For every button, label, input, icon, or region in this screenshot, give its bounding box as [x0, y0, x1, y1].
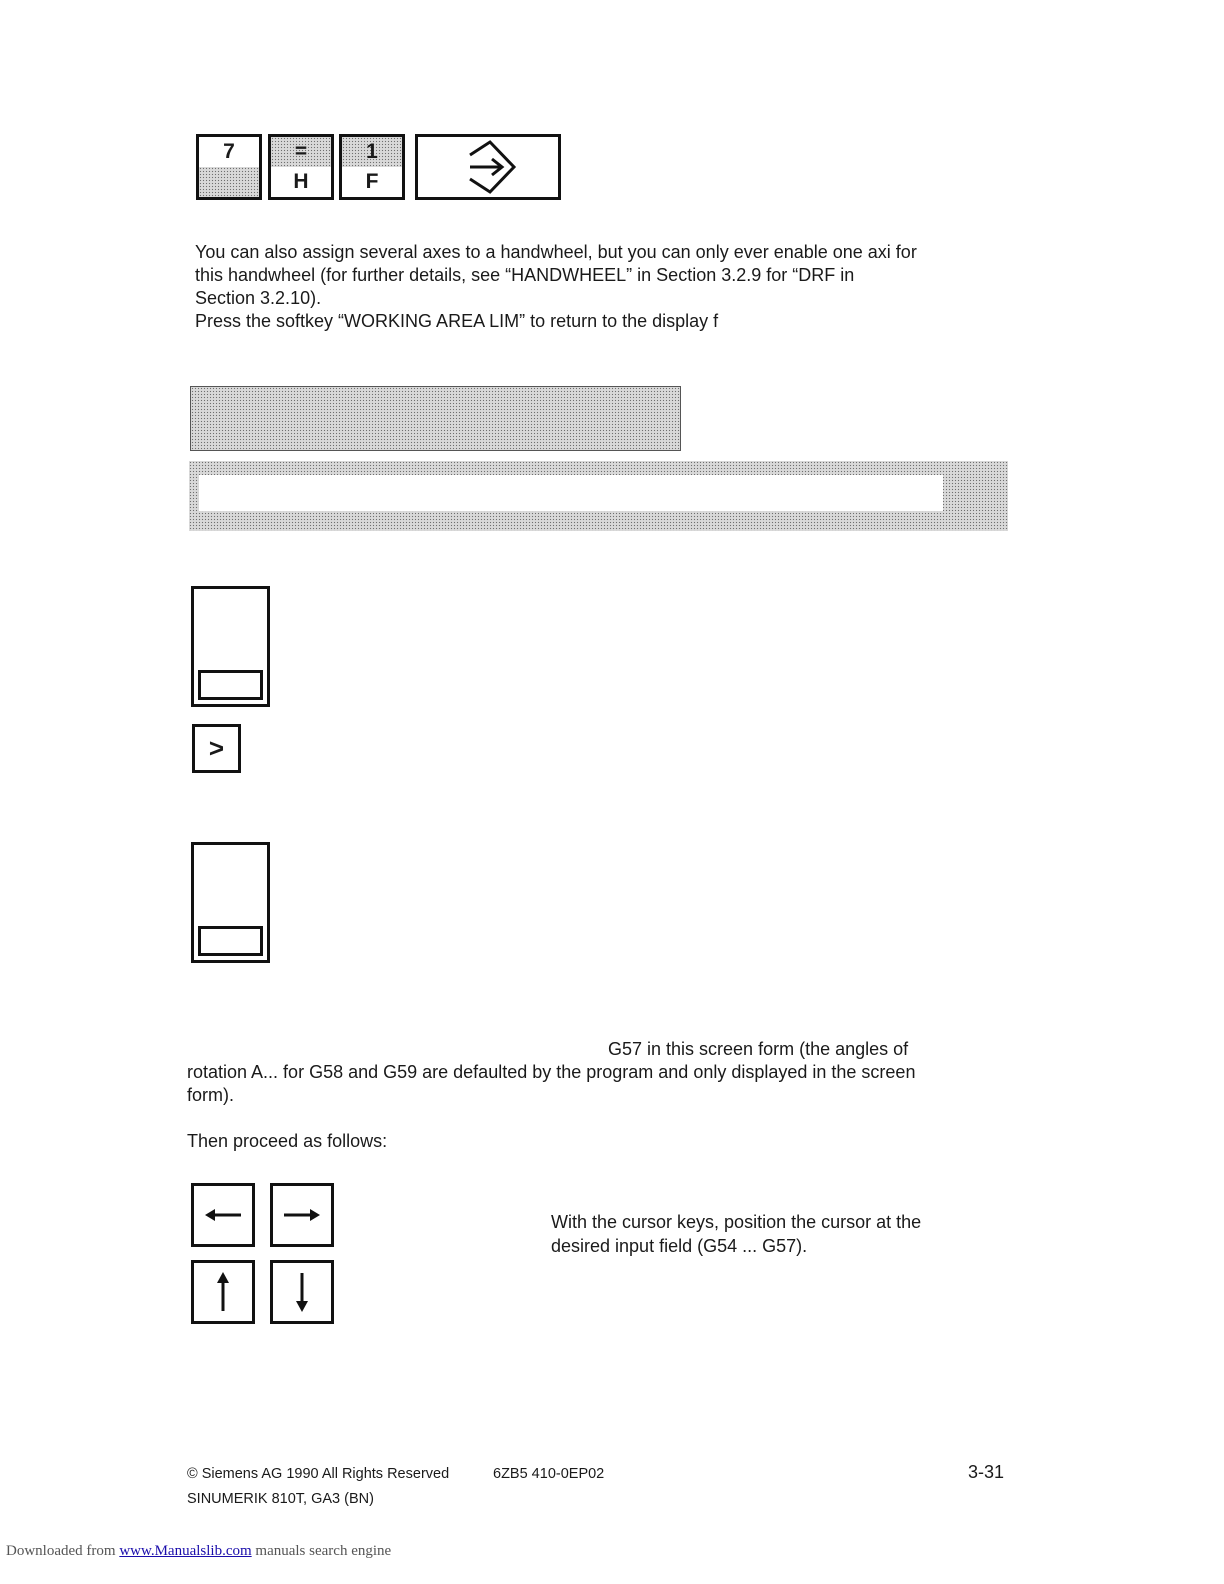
screen-header-block: [190, 386, 681, 451]
arrow-left-icon: [201, 1205, 245, 1225]
download-banner-prefix: Downloaded from: [6, 1543, 120, 1559]
proceed-text: Then proceed as follows:: [187, 1131, 388, 1151]
handwheel-paragraph-line-4: Press the softkey “WORKING AREA LIM” to return to the display f: [195, 311, 719, 331]
download-banner: [6, 1543, 391, 1560]
rotation-paragraph-line-1: G57 in this screen form (the angles of: [608, 1039, 909, 1059]
key-7-bottom-label: [199, 167, 259, 197]
softkey-upper-led: [198, 670, 263, 700]
key-7[interactable]: [196, 134, 262, 200]
cursor-down-key[interactable]: [270, 1260, 334, 1324]
softkey-lower[interactable]: [191, 842, 270, 963]
cursor-left-key[interactable]: [191, 1183, 255, 1247]
key-1-top-label: 1: [342, 137, 402, 167]
arrow-up-icon: [213, 1269, 233, 1315]
input-enter-key[interactable]: [415, 134, 561, 200]
rotation-paragraph-line-2: rotation A... for G58 and G59 are defaulted by the program and only displayed in the screen: [187, 1062, 916, 1082]
footer-product: SINUMERIK 810T, GA3 (BN): [187, 1491, 374, 1507]
recall-key[interactable]: [192, 724, 241, 773]
download-banner-suffix: manuals search engine: [251, 1543, 392, 1559]
footer-order-number: 6ZB5 410-0EP02: [493, 1466, 605, 1482]
footer-copyright: © Siemens AG 1990 All Rights Reserved: [187, 1466, 450, 1482]
cursor-instruction-line-1: With the cursor keys, position the cursor at the: [551, 1212, 922, 1232]
key-f-bottom-label: F: [365, 170, 379, 193]
recall-key-symbol: >: [208, 733, 225, 763]
cursor-right-key[interactable]: [270, 1183, 334, 1247]
softkey-lower-led: [198, 926, 263, 956]
rotation-paragraph-line-3: form).: [187, 1085, 234, 1105]
screen-form-frame: [189, 461, 1008, 531]
key-7-top-label: 7: [199, 137, 259, 168]
footer-page-number: 3-31: [968, 1462, 1005, 1482]
screen-form-input-area: [199, 475, 943, 511]
cursor-instruction-line-2: desired input field (G54 ... G57).: [551, 1236, 808, 1256]
handwheel-paragraph-line-3: Section 3.2.10).: [195, 288, 322, 308]
arrow-down-icon: [292, 1269, 312, 1315]
input-enter-icon: [418, 137, 558, 197]
handwheel-paragraph-line-2: this handwheel (for further details, see “HANDWHEEL” in Section 3.2.9 for “DRF in: [195, 265, 855, 285]
arrow-right-icon: [280, 1205, 324, 1225]
key-equals-top-label: =: [271, 137, 331, 167]
cursor-up-key[interactable]: [191, 1260, 255, 1324]
manualslib-link[interactable]: www.Manualslib.com: [119, 1543, 252, 1559]
softkey-upper[interactable]: [191, 586, 270, 707]
key-h-bottom-label: H: [293, 170, 309, 193]
key-equals-h[interactable]: [268, 134, 334, 200]
handwheel-paragraph-line-1: You can also assign several axes to a handwheel, but you can only ever enable one axi for: [195, 242, 917, 262]
key-1-f[interactable]: [339, 134, 405, 200]
